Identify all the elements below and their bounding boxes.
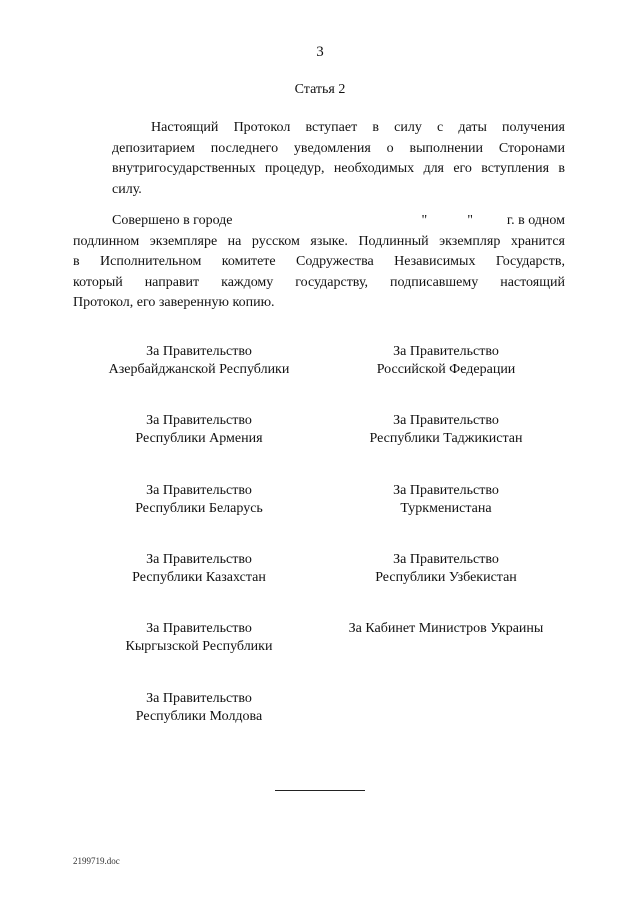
paragraph-done-at (73, 211, 565, 314)
signature-block-belarus: За Правительство Республики Беларусь (135, 483, 263, 516)
paragraph-line: депозитарием последнего уведомления о выполнении Сторонами (112, 140, 565, 156)
paragraph-line: подлинном экземпляре на русском языке. Подлинный экземпляр хранится (73, 233, 565, 249)
signature-block-kyrgyzstan: За Правительство Кыргызской Республики (125, 621, 273, 654)
signature-block-turkmenistan: За Правительство Туркменистана (393, 483, 499, 516)
paragraph-line: силу. (112, 181, 142, 197)
paragraph-line: внутригосударственных процедур, необходимых для его вступления в (112, 161, 565, 176)
footer-document-code: 2199719.doc (73, 856, 120, 866)
date-quote-open: " (421, 213, 428, 228)
article-title: Статья 2 (294, 82, 346, 97)
paragraph-line: который направит каждому государству, подписавшему настоящий (73, 274, 565, 290)
date-quote-close: " (467, 213, 473, 228)
year-text: г. в одном (506, 213, 565, 228)
signature-block-tajikistan: За Правительство Республики Таджикистан (369, 413, 523, 446)
paragraph-line: Протокол, его заверенную копию. (73, 295, 275, 310)
signature-block-azerbaijan: За Правительство Азербайджанской Республики (108, 344, 290, 377)
signature-block-armenia: За Правительство Республики Армения (135, 413, 263, 446)
paragraph-entry-into-force (73, 118, 565, 200)
signature-block-russia: За Правительство Российской Федерации (376, 344, 516, 377)
paragraph-line: Настоящий Протокол вступает в силу с даты получения (151, 120, 565, 135)
signature-block-ukraine: За Кабинет Министров Украины (348, 621, 544, 636)
signature-block-moldova: За Правительство Республики Молдова (135, 691, 263, 724)
paragraph-line: в Исполнительном комитете Содружества Независимых Государств, (73, 254, 565, 269)
paragraph-line (73, 211, 565, 232)
signature-block-uzbekistan: За Правительство Республики Узбекистан (375, 552, 517, 585)
done-in-city-text: Совершено в городе (112, 213, 233, 228)
closing-rule (275, 790, 365, 791)
page-number: 3 (316, 44, 324, 60)
signature-block-kazakhstan: За Правительство Республики Казахстан (132, 552, 266, 585)
